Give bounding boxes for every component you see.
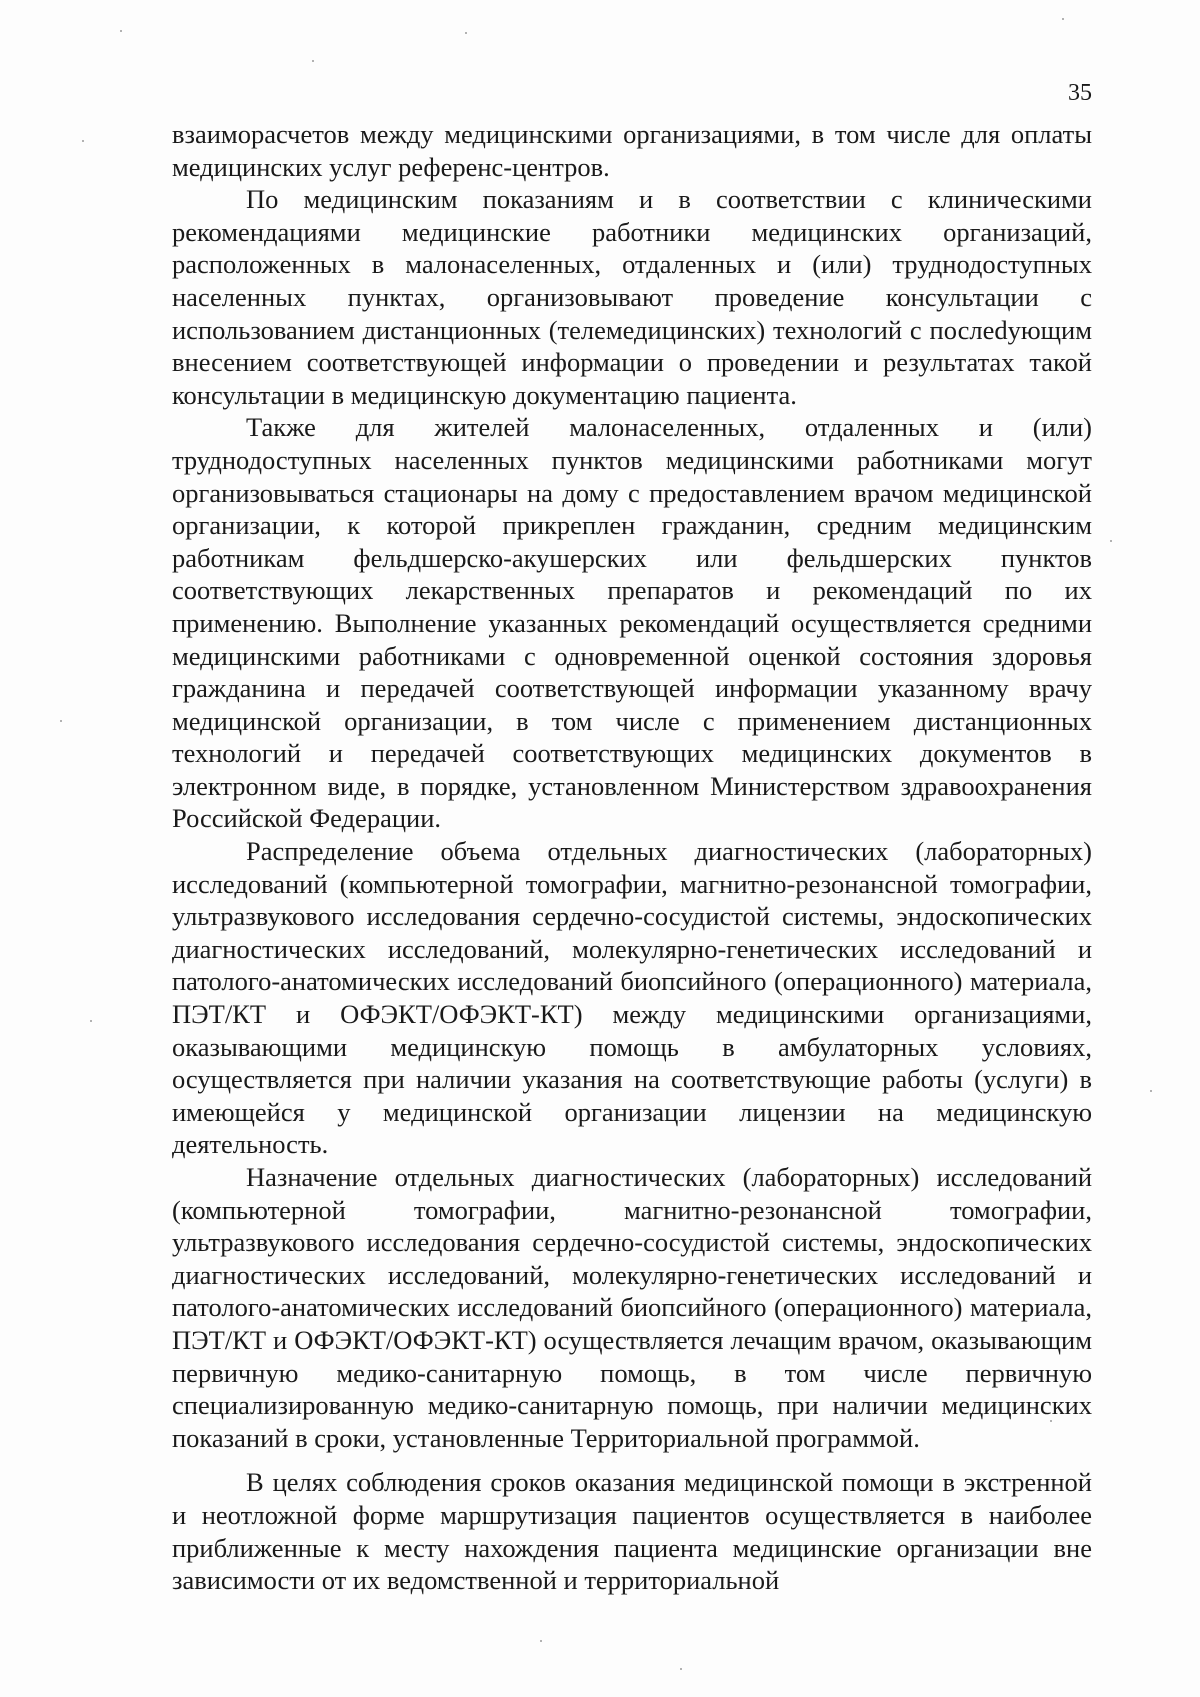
page-number: 35 [1068, 80, 1092, 106]
paragraph-5: Назначение отдельных диагностических (лабораторных) исследований (компьютерной томографии, магнитно-резонансной томографии, ультразвукового исследования сердечно-сосудистой системы, эндоскопических диагностических исследований, молекулярно-генетических исследований и патолого-анатомических исследований биопсийного (операционного) материала, ПЭТ/КТ и ОФЭКТ/ОФЭКТ-КТ) осуществляется лечащим врачом, оказывающим первичную медико-санитарную помощь, в том числе первичную специализированную медико-санитарную помощь, при наличии медицинских показаний в сроки, установленные Территориальной программой. [172, 1162, 1092, 1453]
document-body [172, 118, 1092, 1597]
paragraph-6: В целях соблюдения сроков оказания медицинской помощи в экстренной и неотложной форме маршрутизация пациентов осуществляется в наиболее приближенные к месту нахождения пациента медицинские организации вне зависимости от их ведомственной и территориальной [172, 1467, 1092, 1596]
scan-speck [540, 1640, 542, 1642]
paragraph-1: взаиморасчетов между медицинскими организациями, в том числе для оплаты медицинских услуг референс-центров. [172, 119, 1092, 182]
scan-speck [680, 1668, 682, 1670]
paragraph-4: Распределение объема отдельных диагностических (лабораторных) исследований (компьютерной томографии, магнитно-резонансной томографии, ультразвукового исследования сердечно-сосудистой системы, эндоскопических диагностических исследований, молекулярно-генетических исследований и патолого-анатомических исследований биопсийного (операционного) материала, ПЭТ/КТ и ОФЭКТ/ОФЭКТ-КТ) между медицинскими организациями, оказывающими медицинскую помощь в амбулаторных условиях, осуществляется при наличии указания на соответствующие работы (услуги) в имеющейся у медицинской организации лицензии на медицинскую деятельность. [172, 836, 1092, 1160]
scan-speck [465, 32, 467, 34]
scan-speck [60, 720, 62, 722]
scan-speck [120, 30, 122, 32]
scan-speck [312, 60, 314, 62]
scan-speck [82, 140, 84, 142]
scan-speck [1050, 1420, 1052, 1422]
scan-speck [1150, 1090, 1152, 1092]
paragraph-3: Также для жителей малонаселенных, отдаленных и (или) труднодоступных населенных пунктов медицинскими работниками могут организовываться стационары на дому с предоставлением врачом медицинской организации, к которой прикреплен гражданин, средним медицинским работникам фельдшерско-акушерских или фельдшерских пунктов соответствующих лекарственных препаратов и рекомендаций по их применению. Выполнение указанных рекомендаций осуществляется средними медицинскими работниками с одновременной оценкой состояния здоровья гражданина и передачей соответствующей информации указанному врачу медицинской организации, в том числе с применением дистанционных технологий и передачей соответствующих медицинских документов в электронном виде, в порядке, установленном Министерством здравоохранения Российской Федерации. [172, 412, 1092, 834]
scan-speck [1110, 540, 1112, 542]
paragraph-2: По медицинским показаниям и в соответствии с клиническими рекомендациями медицинские работники медицинских организаций, расположенных в малонаселенных, отдаленных и (или) труднодоступных населенных пунктах, организовывают проведение консультации с использованием дистанционных (телемедицинских) технологий с послеdующим внесением соответствующей информации о проведении и результатах такой консультации в медицинскую документацию пациента. [172, 184, 1092, 410]
scan-speck [90, 1020, 92, 1022]
scan-speck [1062, 18, 1064, 20]
